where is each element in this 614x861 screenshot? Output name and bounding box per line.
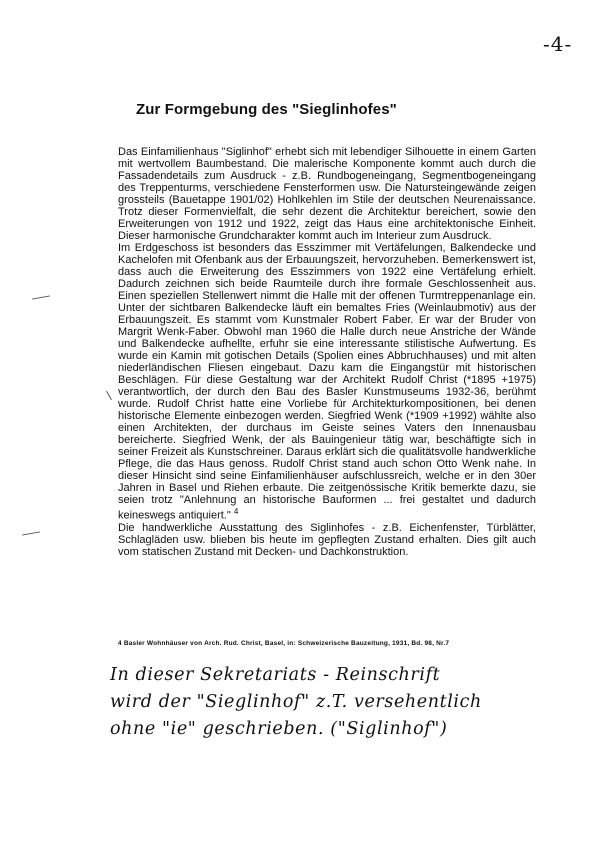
paragraph-3: Die handwerkliche Ausstattung des Siglinhofes - z.B. Eichenfenster, Türblätter, Schlagläden usw. blieben bis heute im gepflegten Zustand erhalten. Dies gilt auch vom statischen Zustand mit Decken- und Dachkonstruktion. xyxy=(118,521,536,558)
handwritten-line-2: wird der "Sieglinhof" z.T. versehentlich xyxy=(110,692,482,712)
page-number: -4- xyxy=(543,32,573,56)
margin-mark xyxy=(32,295,50,299)
handwritten-line-3: ohne "ie" geschrieben. ("Siglinhof") xyxy=(110,719,448,739)
body-text xyxy=(118,146,536,558)
paragraph-1: Das Einfamilienhaus "Siglinhof" erhebt sich mit lebendiger Silhouette in einem Garten mit wertvollem Baumbestand. Die malerische Komponente kommt auch durch die Fassadendetails zum Ausdruck - z.B. Rundbogeneingang, Segmentbogeneingang des Treppenturms, verschiedene Fensterformen usw. Die Natursteingewände zeigen grossteils (Bauetappe 1901/02) Hohlkehlen im Stile der deutschen Neurenaissance. Trotz dieser Formenvielfalt, die sehr dezent die Architektur bereichert, sowie den Erweiterungen von 1912 und 1922, zeigt das Haus eine architektonische Einheit. Dieser harmonische Grundcharakter kommt auch im Interieur zum Ausdruck. xyxy=(118,146,536,242)
handwritten-note xyxy=(110,662,540,743)
margin-mark xyxy=(22,531,40,535)
margin-mark xyxy=(106,391,112,400)
handwritten-line-1: In dieser Sekretariats - Reinschrift xyxy=(110,665,441,685)
paragraph-2 xyxy=(118,242,536,522)
document-title: Zur Formgebung des "Sieglinhofes" xyxy=(136,101,397,118)
footnote-reference: 4 xyxy=(233,507,239,516)
paragraph-2-text: Im Erdgeschoss ist besonders das Esszimmer mit Vertäfelungen, Balkendecke und Kachelofen mit Ofenbank aus der Erbauungszeit, hervorzuheben. Bemerkenswert ist, dass auch die Erweiterung des Esszimmers von 1922 eine Vertäfelung erhielt. Dadurch zeichnen sich beide Raumteile durch ihre formale Geschlossenheit aus. Einen speziellen Stellenwert nimmt die Halle mit der offenen Turmtreppenanlage ein. Unter der sichtbaren Balkendecke läuft ein bemaltes Fries (Weinlaubmotiv) aus der Erbauungszeit. Es stammt vom Kunstmaler Robert Faber. Er war der Bruder von Margrit Wenk-Faber. Obwohl man 1960 die Halle durch neue Anstriche der Wände und Balkendecke aufhellte, erfuhr sie eine interessante stilistische Aufwertung. Es wurde ein Kamin mit gotischen Details (Spolien eines Abbruchhauses) und mit alten niederländischen Fliesen eingebaut. Dazu kam die Eingangstür mit historischen Beschlägen. Für diese Gestaltung war der Architekt Rudolf Christ (*1895 +1975) verantwortlich, der durch den Bau des Basler Kunstmuseums 1932-36, berühmt wurde. Rudolf Christ hatte eine Vorliebe für Architekturkompositionen, bei denen historische Elemente einbezogen werden. Siegfried Wenk (*1909 +1992) wählte also einen Architekten, der durchaus im Geiste seines Vaters den Innenausbau bereicherte. Siegfried Wenk, der als Bauingenieur tätig war, beschäftigte sich in seiner Freizeit als Kunstschreiner. Daraus erklärt sich die qualitätsvolle handwerkliche Pflege, die das Haus genoss. Rudolf Christ stand auch schon Otto Wenk nahe. In dieser Hinsicht sind seine Einfamilienhäuser aufschlussreich, welche er in den 30er Jahren in Basel und Riehen erbaute. Die zeitgenössische Kritik bemerkte dazu, sie seien trotz "Anlehnung an historische Bauformen ... frei gestaltet und dadurch keineswegs antiquiert." xyxy=(118,242,536,522)
footnote: 4 Basler Wohnhäuser von Arch. Rud. Christ, Basel, in: Schweizerische Bauzeitung, 1931, Bd. 98, Nr.7 xyxy=(118,640,450,647)
